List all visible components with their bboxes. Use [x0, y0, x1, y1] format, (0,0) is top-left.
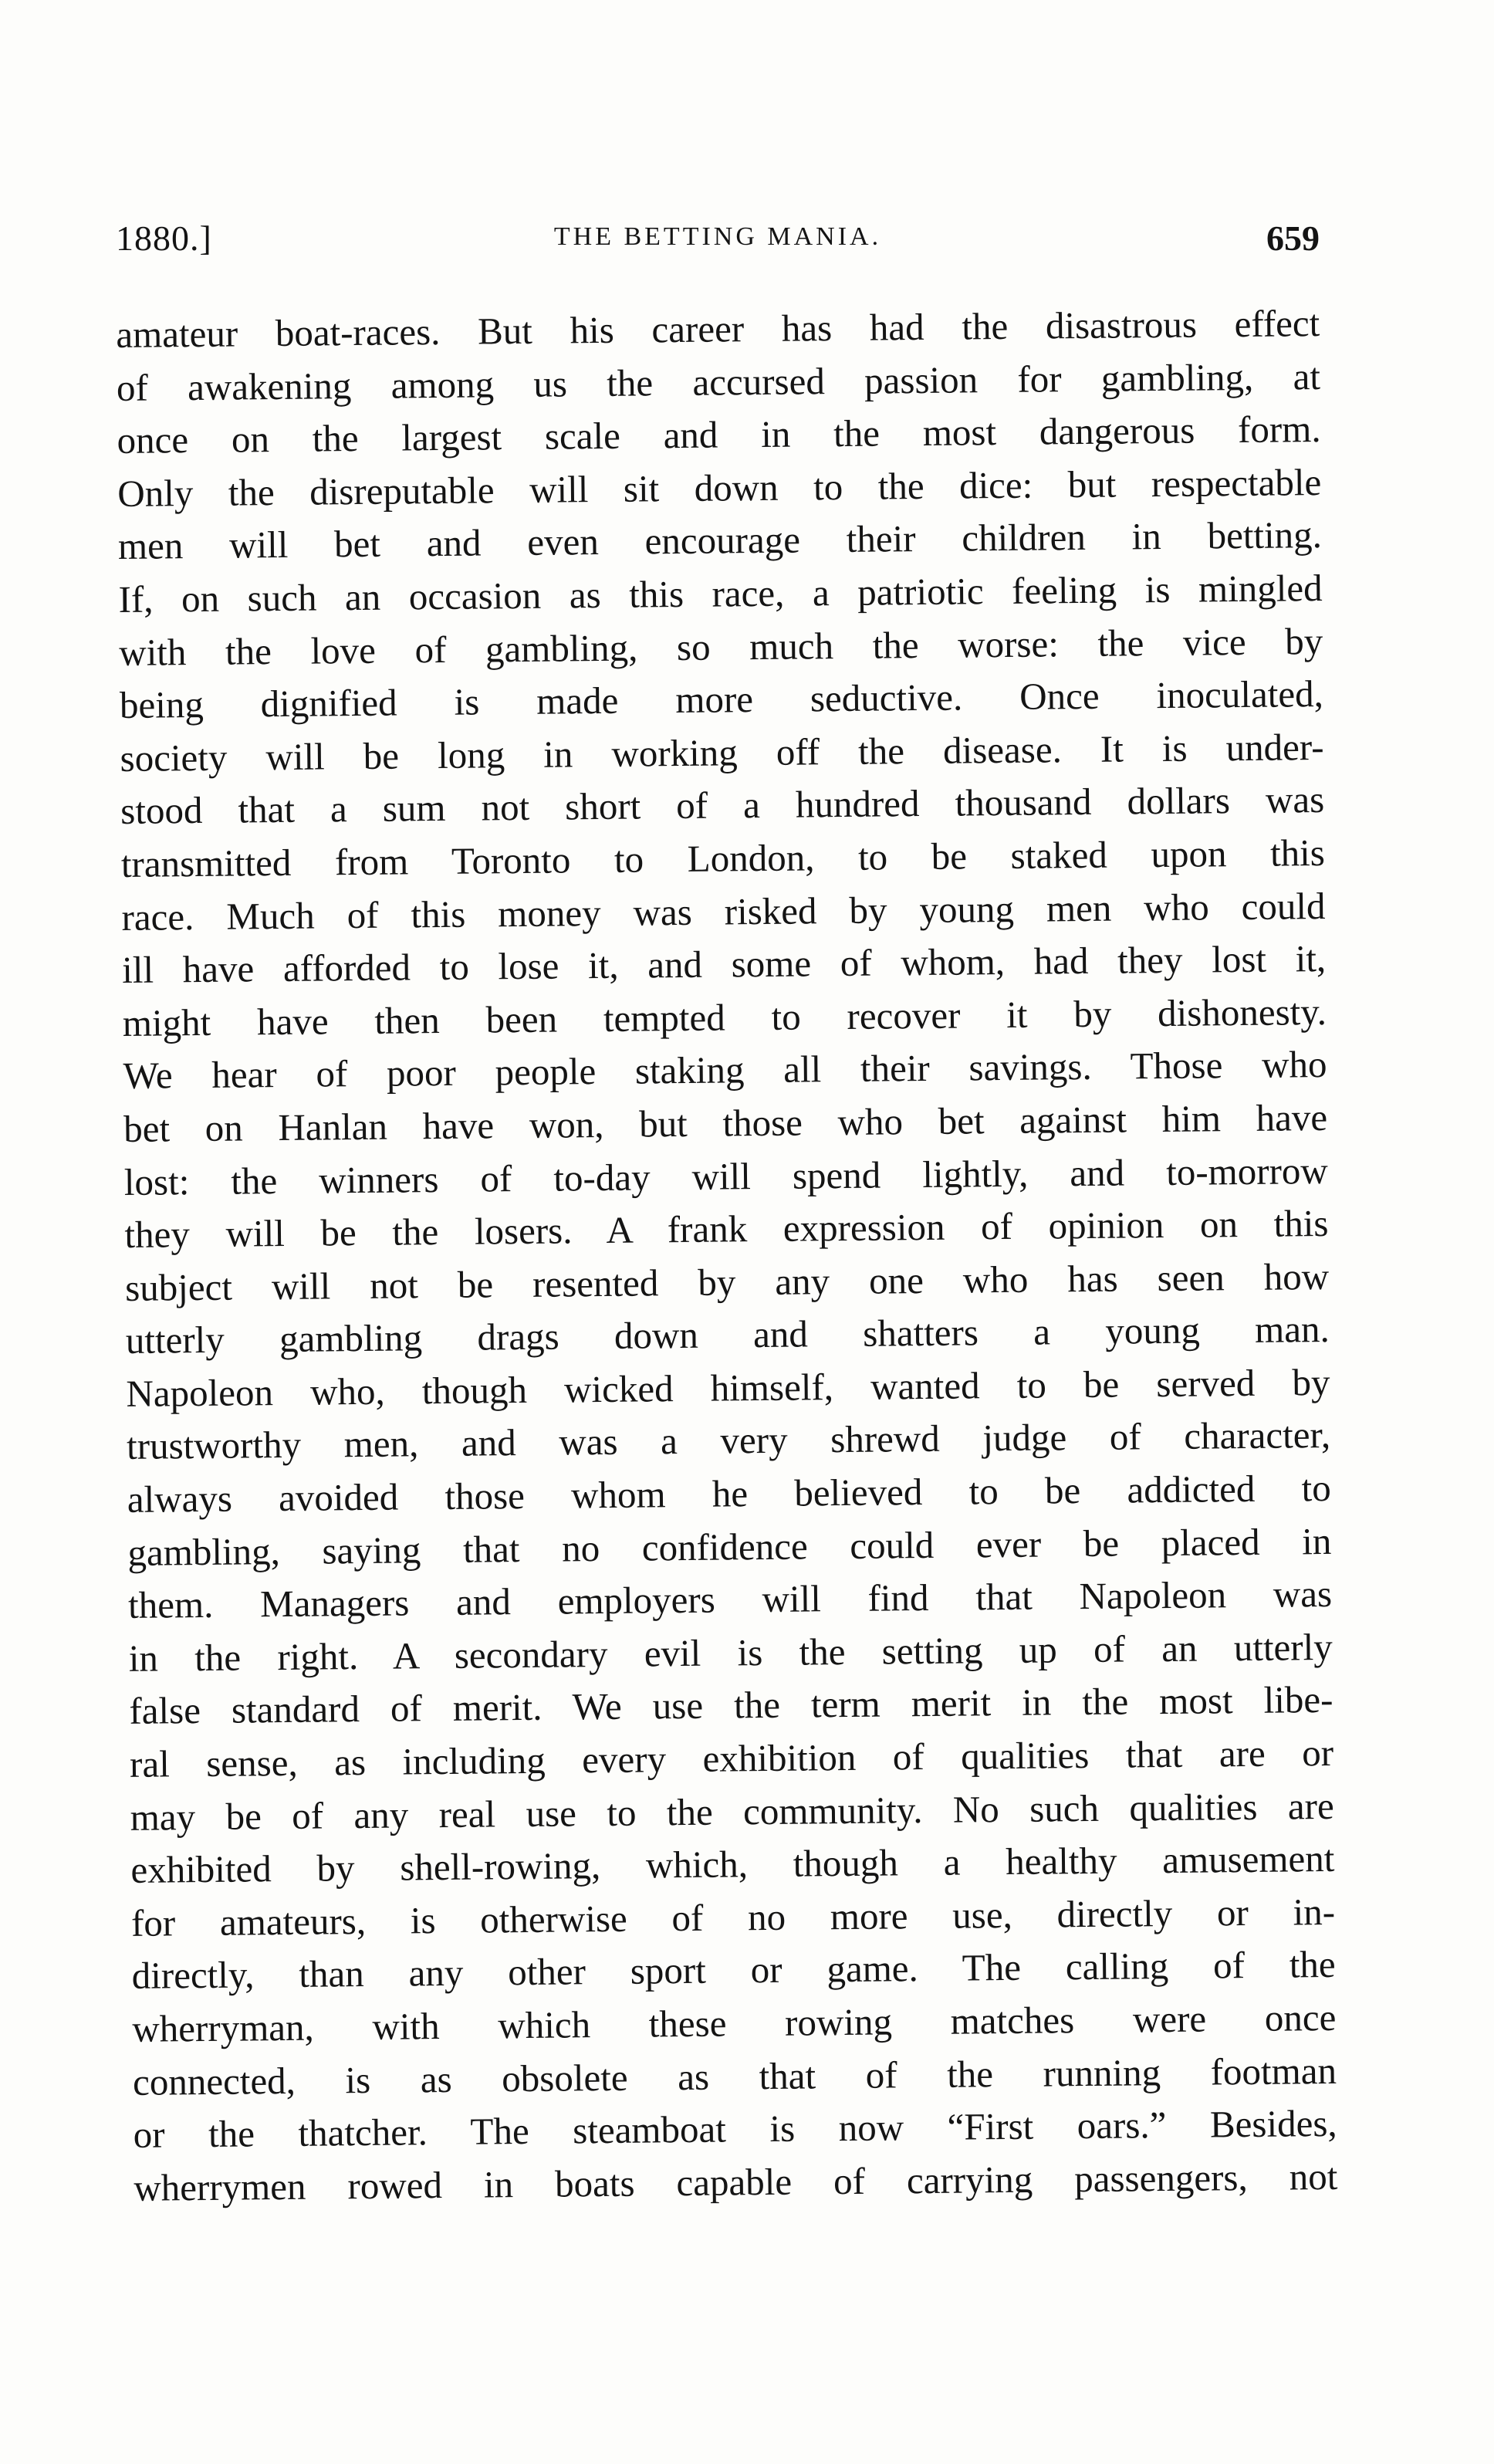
text-line: stood that a sum not short of a hundred thousand dollars was [120, 778, 1325, 833]
text-line: trustworthy men, and was a very shrewd judge of character, [126, 1413, 1331, 1468]
text-line: connected, is as obsolete as that of the running footman [132, 2049, 1337, 2104]
text-line: may be of any real use to the community. No such qualities are [130, 1784, 1334, 1839]
text-line: of awakening among us the accursed passion for gambling, at [116, 354, 1321, 409]
text-line: directly, than any other sport or game. The calling of the [131, 1943, 1336, 1998]
text-line: bet on Hanlan have won, but those who bet against him have [123, 1095, 1328, 1150]
text-line: them. Managers and employers will find that Napoleon was [127, 1572, 1333, 1627]
text-line: in the right. A secondary evil is the setting up of an utterly [128, 1625, 1333, 1680]
text-line: transmitted from Toronto to London, to be staked upon this [120, 831, 1326, 885]
text-line: men will bet and even encourage their children in betting. [117, 513, 1323, 568]
text-line: society will be long in working off the disease. It is under- [120, 725, 1324, 780]
page-number: 659 [1266, 218, 1320, 258]
text-line: utterly gambling drags down and shatters a young man. [125, 1308, 1330, 1362]
header-year: 1880.] [116, 218, 212, 258]
text-line: lost: the winners of to-day will spend lightly, and to-morrow [123, 1149, 1329, 1203]
text-line: wherrymen rowed in boats capable of carrying passengers, not [134, 2154, 1338, 2209]
text-line: wherryman, with which these rowing matches were once [132, 1995, 1337, 2050]
body-text [116, 297, 1338, 2215]
text-line: If, on such an occasion as this race, a patriotic feeling is mingled [118, 566, 1323, 621]
text-line: false standard of merit. We use the term merit in the most libe- [129, 1678, 1333, 1733]
text-line: subject will not be resented by any one who has seen how [124, 1254, 1330, 1309]
text-line: amateur boat-races. But his career has had the disastrous effect [116, 302, 1320, 356]
text-line: Napoleon who, though wicked himself, wanted to be served by [126, 1360, 1330, 1415]
text-line: gambling, saying that no confidence could ever be placed in [127, 1519, 1332, 1574]
text-line: We hear of poor people staking all their savings. Those who [123, 1043, 1327, 1098]
running-head [116, 218, 1320, 279]
text-line: race. Much of this money was risked by young men who could [121, 884, 1326, 939]
text-line: with the love of gambling, so much the worse: the vice by [119, 619, 1323, 674]
text-line: they will be the losers. A frank expression of opinion on this [124, 1202, 1329, 1257]
text-line: or the thatcher. The steamboat is now “First oars.” Besides, [133, 2102, 1337, 2157]
text-line: always avoided those whom he believed to be addicted to [127, 1467, 1331, 1521]
text-line: for amateurs, is otherwise of no more use, directly or in- [130, 1890, 1336, 1944]
text-line: exhibited by shell-rowing, which, though a healthy amusement [130, 1837, 1335, 1892]
text-line: might have then been tempted to recover it by dishonesty. [122, 990, 1327, 1044]
text-line: once on the largest scale and in the most dangerous form. [117, 408, 1321, 462]
text-line: Only the disreputable will sit down to the dice: but respectable [117, 460, 1322, 515]
header-title: THE BETTING MANIA. [553, 222, 882, 251]
text-line: ral sense, as including every exhibition of qualities that are or [129, 1731, 1334, 1785]
text-line: ill have afforded to lose it, and some of whom, had they lost it, [121, 937, 1327, 992]
text-line: being dignified is made more seductive. Once inoculated, [119, 672, 1324, 727]
